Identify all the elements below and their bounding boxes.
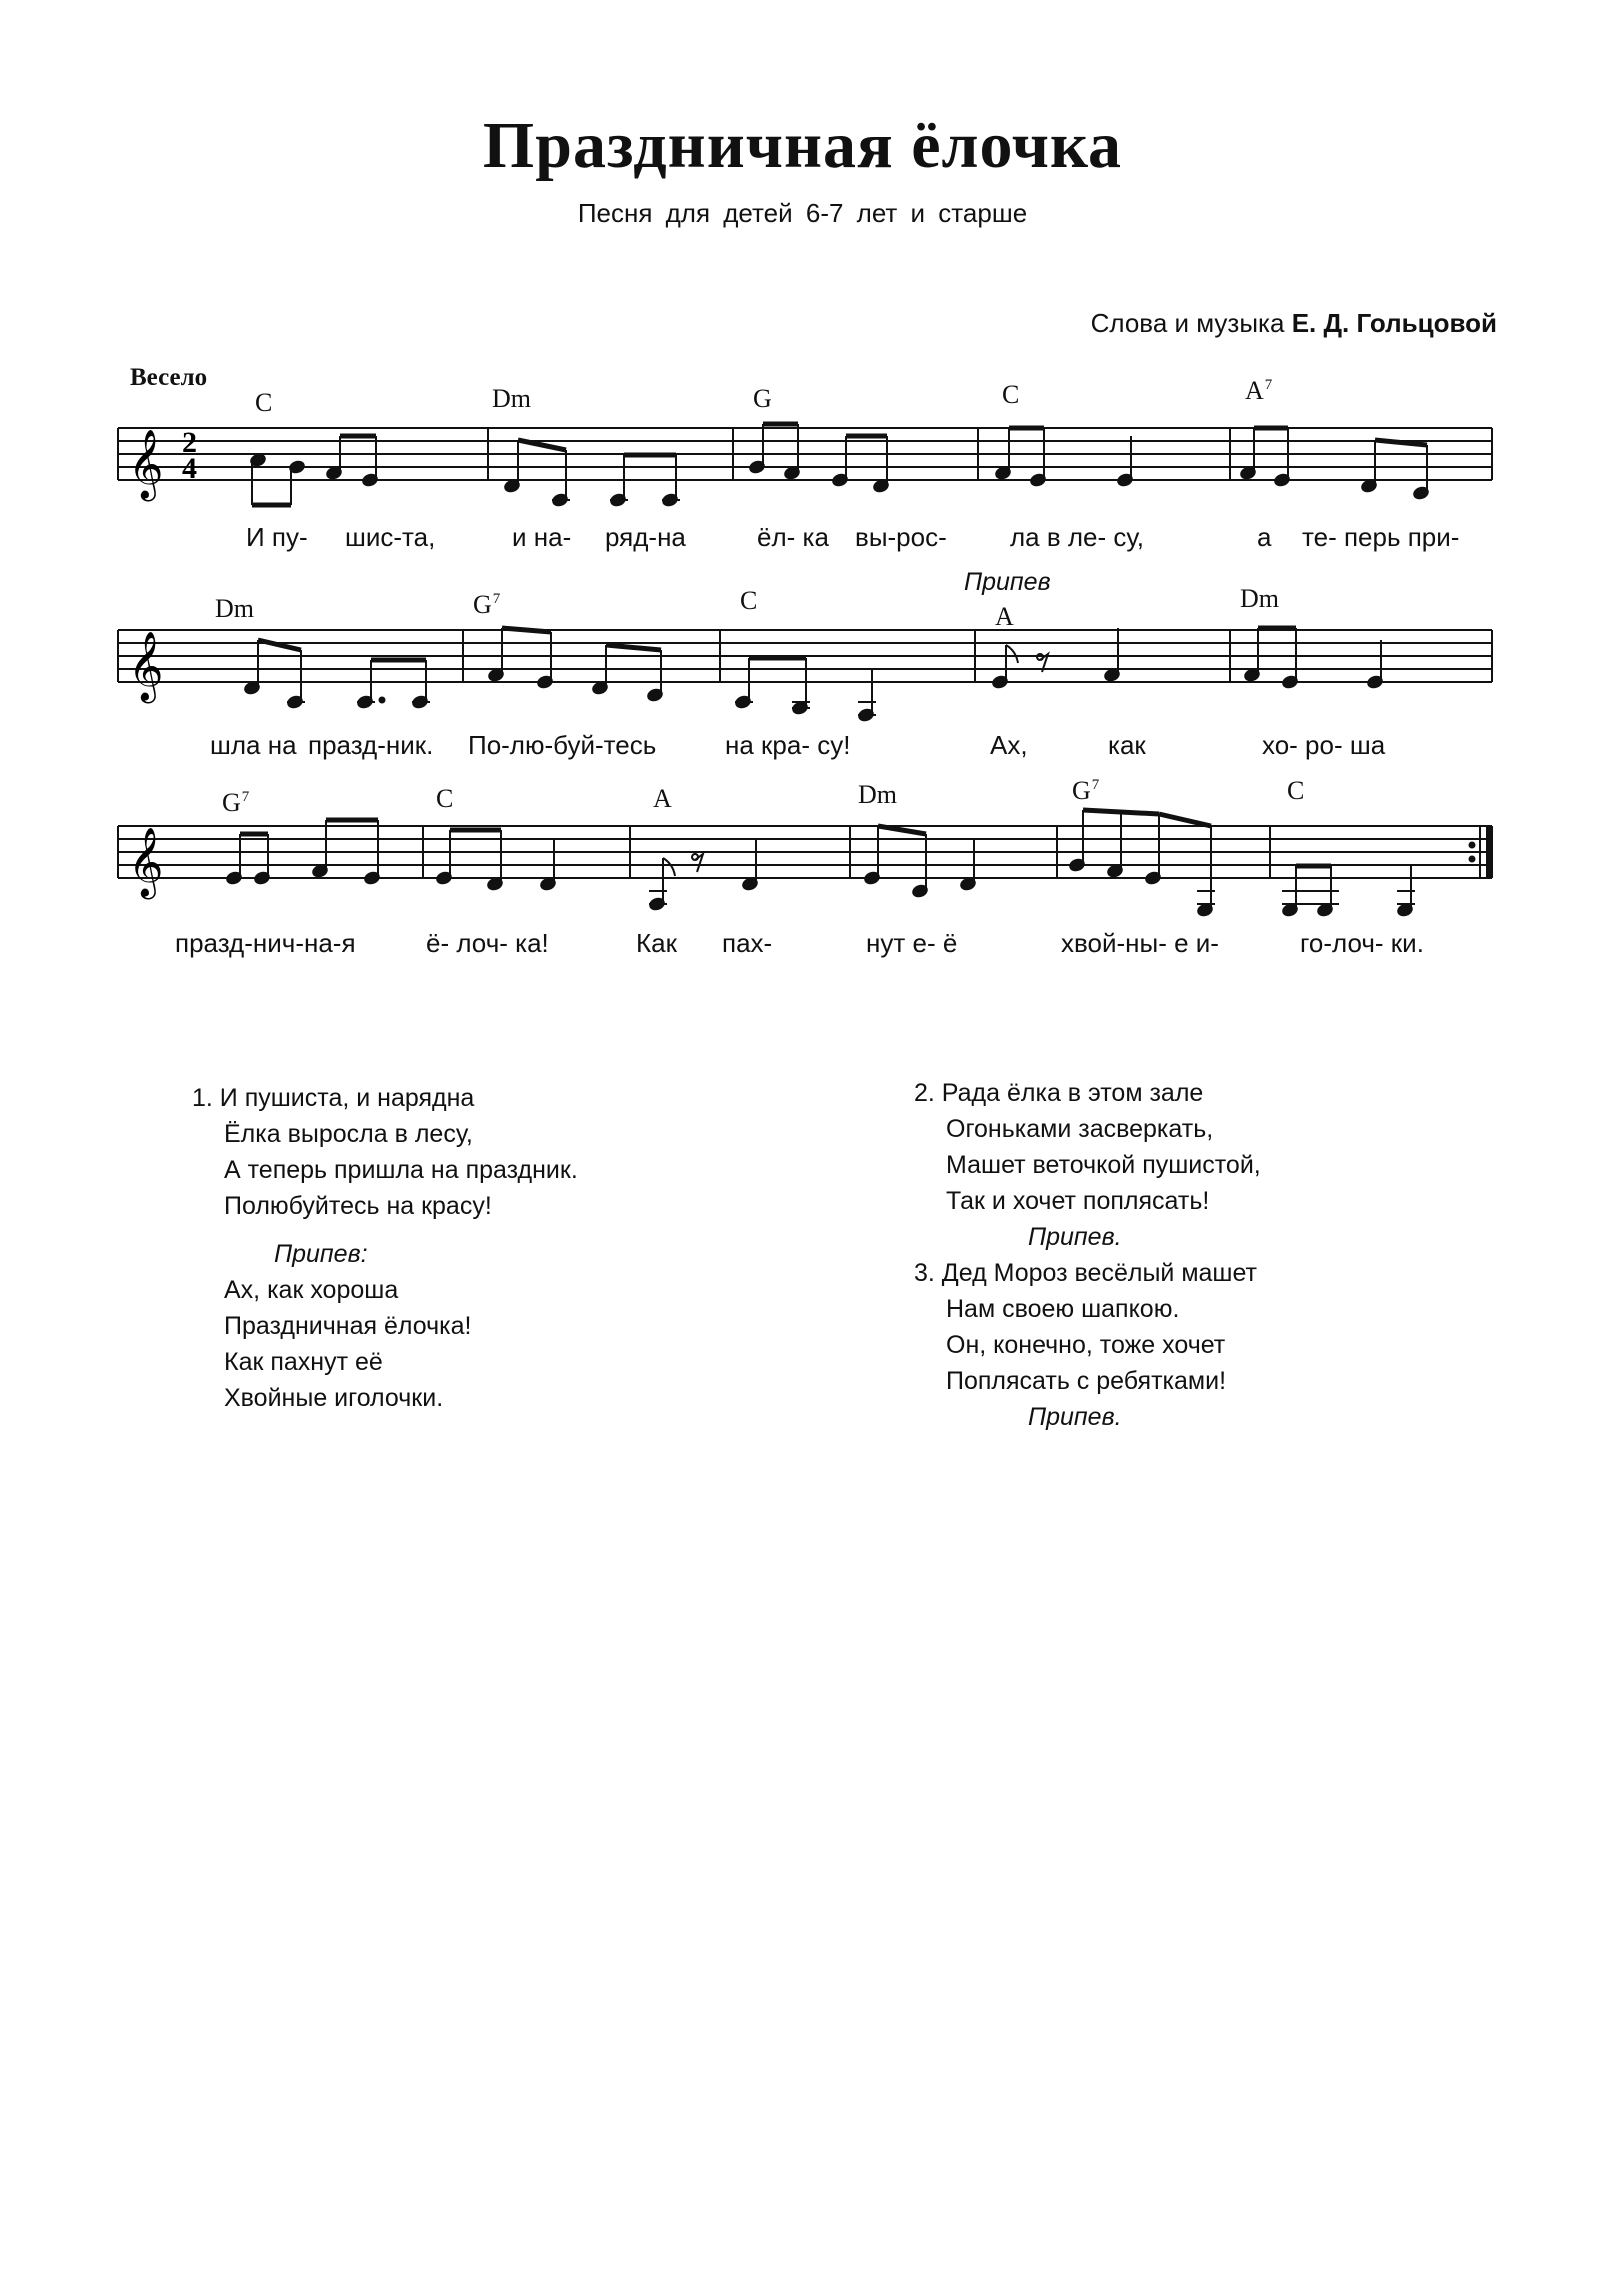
verse-line: Огоньками засверкать, [946, 1115, 1214, 1143]
chord-symbol: A [653, 784, 672, 813]
chord-symbol: C [1002, 380, 1020, 409]
refrain-label: Припев: [274, 1240, 368, 1268]
verse-line: Так и хочет поплясать! [946, 1187, 1210, 1215]
verse-line: 2. Рада ёлка в этом зале [914, 1079, 1204, 1107]
song-subtitle: Песня для детей 6-7 лет и старше [577, 198, 1028, 228]
lyric-syllable: ряд-на [605, 522, 686, 552]
song-title: Праздничная ёлочка [482, 109, 1123, 182]
refrain-reference: Припев. [1028, 1223, 1122, 1251]
verse-line: А теперь пришла на праздник. [224, 1156, 578, 1184]
lyric-syllable: ла в ле- су, [1010, 522, 1145, 552]
lyric-syllable: ёл- ка [757, 522, 829, 552]
chord-symbol: $G^7$ [222, 788, 250, 817]
lyric-syllable: а [1257, 522, 1272, 552]
treble-clef-icon: 𝄞 [128, 429, 164, 499]
refrain-line: Ах, как хороша [224, 1276, 399, 1304]
refrain-marker: Припев [964, 568, 1051, 596]
chord-symbol: Dm [858, 780, 897, 809]
verse-line: 1. И пушиста, и нарядна [192, 1084, 475, 1112]
chord-symbol: $G^7$ [473, 590, 501, 619]
credits-author: Е. Д. Гольцовой [1291, 308, 1497, 338]
lyric-syllable: празд-ник. [308, 730, 434, 760]
lyric-syllable: пах- [722, 928, 773, 958]
verse-line: 3. Дед Мороз весёлый машет [914, 1259, 1258, 1287]
lyric-syllable: Ах, [990, 730, 1028, 760]
chord-symbol: G [753, 384, 772, 413]
time-signature-top: 2 [182, 426, 197, 459]
lyric-syllable: и на- [512, 522, 572, 552]
treble-clef-icon: 𝄞 [128, 631, 164, 701]
lyric-syllable: вы-рос- [855, 522, 947, 552]
refrain-line: Праздничная ёлочка! [224, 1312, 472, 1340]
staff-lines [118, 428, 1492, 480]
notes-system-1 [250, 424, 1430, 507]
verse-2 [914, 1075, 1261, 1255]
credits-prefix: Слова и музыка [1090, 308, 1285, 338]
lyric-syllable: те- перь при- [1302, 522, 1460, 552]
refrain-line: Как пахнут её [224, 1348, 383, 1376]
chord-symbol: $A^7$ [1245, 376, 1273, 405]
lyric-syllable: празд-нич-на-я [175, 928, 356, 958]
verse-line: Он, конечно, тоже хочет [946, 1331, 1226, 1359]
lyric-syllable: По-лю-буй-тесь [468, 730, 657, 760]
chord-symbol: A [995, 602, 1014, 631]
time-signature-bottom: 4 [182, 452, 197, 485]
chord-symbol: $G^7$ [1072, 776, 1100, 805]
chord-symbol: C [740, 586, 758, 615]
lyric-syllable: ё- лоч- ка! [426, 928, 549, 958]
lyric-syllable: Как [636, 928, 677, 958]
lyric-syllable: на кра- су! [725, 730, 851, 760]
chord-symbol: C [1287, 776, 1305, 805]
lyric-syllable: хо- ро- ша [1262, 730, 1386, 760]
tempo-marking: Весело [130, 364, 208, 391]
lyric-syllable: И пу- [246, 522, 308, 552]
lyric-syllable: нут е- ё [866, 928, 958, 958]
verse-line: Нам своею шапкою. [946, 1295, 1180, 1323]
lyric-syllable: шла на [210, 730, 297, 760]
lyric-syllable: шис-та, [345, 522, 436, 552]
verse-3 [914, 1255, 1257, 1435]
chord-symbol: Dm [215, 594, 254, 623]
chord-symbol: C [436, 784, 454, 813]
verse-line: Поплясать с ребятками! [946, 1367, 1227, 1395]
lyric-syllable: как [1108, 730, 1146, 760]
verse-line: Ёлка выросла в лесу, [224, 1120, 473, 1148]
treble-clef-icon: 𝄞 [128, 827, 164, 897]
chord-symbol: Dm [1240, 584, 1279, 613]
refrain-line: Хвойные иголочки. [224, 1384, 444, 1412]
chord-symbol: C [255, 388, 273, 417]
refrain-reference: Припев. [1028, 1403, 1122, 1431]
lyric-syllable: хвой-ны- е и- [1061, 928, 1219, 958]
music-staff [0, 0, 1605, 1000]
verse-line: Полюбуйтесь на красу! [224, 1192, 492, 1220]
chord-symbol: Dm [492, 384, 531, 413]
verse-line: Машет веточкой пушистой, [946, 1151, 1261, 1179]
verse-1 [192, 1080, 578, 1416]
lyric-syllable: го-лоч- ки. [1300, 928, 1424, 958]
